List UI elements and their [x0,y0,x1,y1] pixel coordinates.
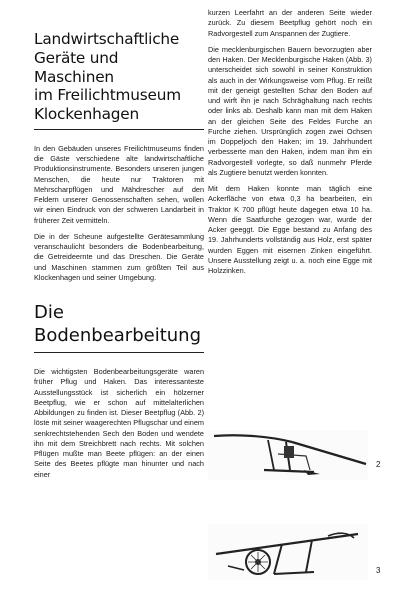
egge-paragraph: Mit dem Haken konnte man täglich eine Ackerfläche von etwa 0,3 ha bearbeiten, ein Traktor K 700 pflügt heute dagegen etwa 10 ha. Wenn die Saatfurche gezogen war, wurde der Acker geeggt. Die Egge bestand zu Anfang des 19. Jahrhunderts vollständig aus Holz, erst später wurden Eggen mit eisernen Zinken eingeführt. Unsere Ausstellung zeigt u. a. noch eine Egge mit Holzzinken. [208,184,372,275]
haken-illustration [208,524,368,580]
soil-paragraph: Die wichtigsten Bodenbearbeitungsgeräte waren früher Pflug und Haken. Das interessanteste Ausstellungsstück ist sicherlich ein hölzerner Beetpflug, wie er schon auf mittelalterlichen Abbildungen zu finden ist. Dieser Beetpflug (Abb. 2) löste mit seiner waagerechten Pflugschar und einem senkrechtstehenden Sech den Boden und wendete ihn mit dem Streichbrett nach rechts. Mit solchen Pflügen mußte man Beete pflügen: an der einen Seite des Beetes pflügte man hinunter und nach einer [34,367,204,479]
beetpflug-illustration [208,430,368,480]
heading-line: Klockenhagen [34,105,139,124]
left-column [34,30,204,480]
figure-number: 3 [376,566,381,575]
main-heading [34,30,204,124]
continuation-paragraph: kurzen Leerfahrt an der anderen Seite wieder zurück. Zu diesem Beetpflug gehört noch ein Radvorgestell zum Anspannen der Zugtiere. [208,8,372,38]
heading-line: Landwirtschaftliche [34,30,180,48]
heading-line: Maschinen [34,67,114,86]
heading-line: Geräte und [34,48,119,67]
right-column [208,8,372,276]
haken-paragraph: Die mecklenburgischen Bauern bevorzugten aber den Haken. Der Mecklenburgische Haken (Abb. 3) unterscheidet sich sowohl in seiner Konstruktion als auch in der Wirkungsweise vom Pflug. Er reißt mit der geneigt gestellten Schar den Boden auf und wirft ihn je nach Schräghaltung nach rechts oder links ab. Deshalb kann man mit dem Haken an der gleichen Seite des Feldes Furche an Furche ziehen. Ursprünglich zogen zwei Ochsen im Doppeljoch den Haken; im 19. Jahrhundert verbesserte man den Haken, indem man ihm ein Radvorgestell vorlegte, so daß nunmehr Pferde als Zugtiere benutzt werden konnten. [208,44,372,177]
figure-number: 2 [376,460,381,469]
section-divider [34,352,204,353]
heading-line: im Freilichtmuseum [34,86,181,105]
heading-line: Die [34,302,64,324]
intro-paragraph: In den Gebäuden unseres Freilichtmuseums finden die Gäste verschiedene alte landwirtschaftliche Produktionsinstrumente. Besonders unseren jungen Menschen, die heute nur Traktoren mit Mehrscharpflügen und Mähdrescher auf den Feldern unserer Genossenschaften sehen, wollen wir einen Eindruck von der schweren Landarbeit in früherer Zeit vermitteln. [34,143,204,225]
heading-divider [34,129,204,130]
heading-line: Bodenbearbeitung [34,325,202,347]
section-heading [34,301,204,347]
collection-paragraph: Die in der Scheune aufgestellte Gerätesammlung veranschaulicht besonders die Bodenbearbeitung, die Getreideernte und das Dreschen. Die Geräte und Maschinen stammen zum größten Teil aus Klockenhagen und seiner Umgebung. [34,231,204,282]
